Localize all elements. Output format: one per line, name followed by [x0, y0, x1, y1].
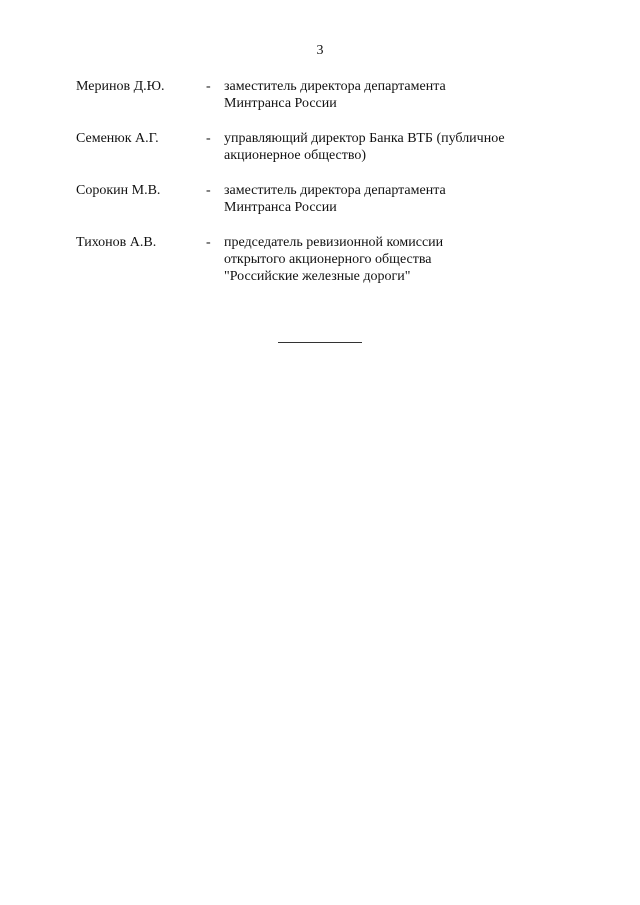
member-position: заместитель директора департамента Минтранса России [224, 79, 446, 111]
member-name: Тихонов А.В. [76, 235, 157, 250]
separator-dash: - [206, 183, 211, 198]
separator-dash: - [206, 131, 211, 146]
member-entry [76, 78, 576, 112]
separator-dash: - [206, 79, 211, 94]
member-name: Семенюк А.Г. [76, 131, 159, 146]
page-number: 3 [316, 43, 324, 58]
member-entry [76, 234, 576, 285]
member-position: управляющий директор Банка ВТБ (публичное акционерное общество) [224, 131, 505, 163]
separator-dash: - [206, 235, 211, 250]
member-position: заместитель директора департамента Минтранса России [224, 183, 446, 215]
member-position: председатель ревизионной комиссии открытого акционерного общества "Российские железные дороги" [224, 235, 444, 284]
member-list [76, 78, 576, 303]
end-of-document-rule [278, 342, 362, 343]
member-entry [76, 130, 576, 164]
member-entry [76, 182, 576, 216]
member-name: Меринов Д.Ю. [76, 79, 165, 94]
member-name: Сорокин М.В. [76, 183, 161, 198]
